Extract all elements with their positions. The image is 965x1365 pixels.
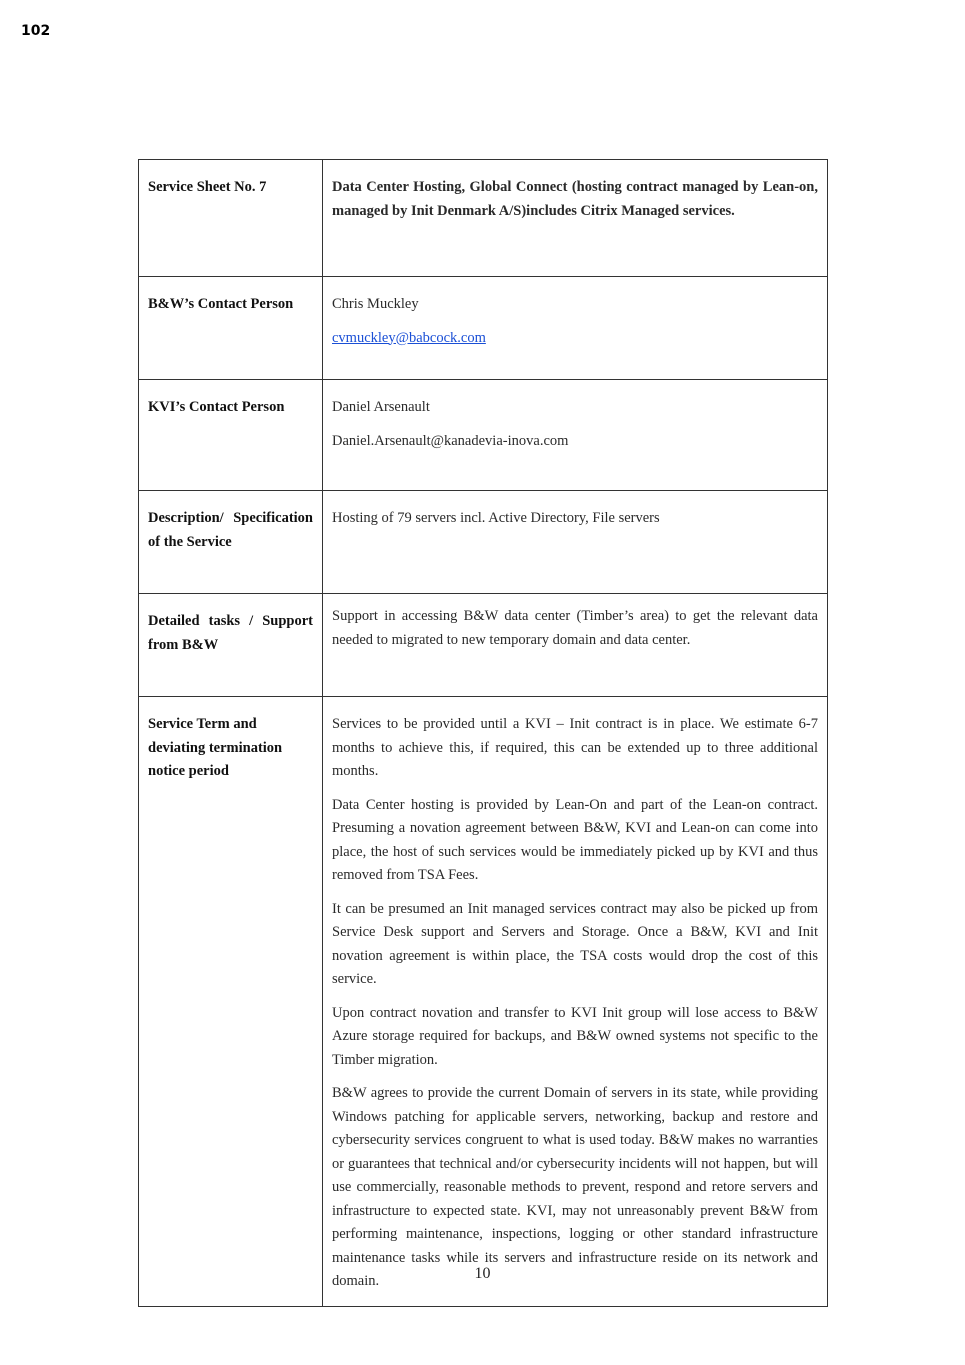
detailed-tasks-cell bbox=[323, 594, 828, 697]
service-term-cell bbox=[323, 697, 828, 1307]
service-title-text: Data Center Hosting, Global Connect (hosting contract managed by Lean-on, managed by Init Denmark A/S)includes Citrix Managed services. bbox=[332, 179, 818, 219]
description-cell bbox=[323, 491, 828, 594]
row-label: B&W’s Contact Person bbox=[139, 277, 323, 380]
detailed-tasks-text: Support in accessing B&W data center (Timber’s area) to get the relevant data needed to migrated to new temporary domain and data center. bbox=[332, 608, 818, 648]
row-label: Description/ Specification of the Service bbox=[139, 491, 323, 594]
page-number: 10 bbox=[474, 1265, 491, 1282]
row-label: Service Term and deviating termination notice period bbox=[139, 697, 323, 1307]
row-label: KVI’s Contact Person bbox=[139, 380, 323, 491]
description-text: Hosting of 79 servers incl. Active Directory, File servers bbox=[332, 510, 660, 526]
row-label: Service Sheet No. 7 bbox=[139, 160, 323, 277]
service-title bbox=[323, 160, 828, 277]
kvi-contact-cell bbox=[323, 380, 828, 491]
table-row bbox=[139, 277, 828, 380]
bw-contact-cell bbox=[323, 277, 828, 380]
table-row bbox=[139, 491, 828, 594]
term-paragraph: Services to be provided until a KVI – Init contract is in place. We estimate 6-7 months to achieve this, if required, this can be extended up to three additional months. bbox=[332, 716, 818, 779]
page-marker: 102 bbox=[21, 23, 51, 39]
bw-contact-email-link[interactable]: cvmuckley@babcock.com bbox=[332, 329, 486, 346]
bw-contact-name: Chris Muckley bbox=[332, 296, 419, 312]
table-row bbox=[139, 380, 828, 491]
term-paragraph: It can be presumed an Init managed services contract may also be picked up from Service Desk support and Servers and Storage. Once a B&W, KVI and Init novation agreement is within place, the TSA costs would drop the cost of this service. bbox=[332, 900, 818, 987]
table-row bbox=[139, 697, 828, 1307]
term-paragraph: Upon contract novation and transfer to KVI Init group will lose access to B&W Azure storage required for backups, and B&W owned systems not specific to the Timber migration. bbox=[332, 1004, 818, 1068]
row-label: Detailed tasks / Support from B&W bbox=[139, 594, 323, 697]
table-row bbox=[139, 594, 828, 697]
term-paragraph: Data Center hosting is provided by Lean-On and part of the Lean-on contract. Presuming a novation agreement between B&W, KVI and Lean-on can come into place, the host of such services would be immediately picked up by KVI and thus removed from TSA Fees. bbox=[332, 796, 818, 883]
table-row bbox=[139, 160, 828, 277]
service-sheet-table bbox=[138, 159, 828, 1307]
kvi-contact-email: Daniel.Arsenault@kanadevia-inova.com bbox=[332, 432, 569, 449]
term-paragraph: B&W agrees to provide the current Domain of servers in its state, while providing Windows patching for applicable servers, networking, backup and restore and cybersecurity services congruent to what is used today. B&W makes no warranties or guarantees that technical and/or cybersecurity incidents will not happen, but will use commercially, reasonable methods to prevent, respond and retore servers and infrastructure to expected state. KVI, may not unreasonably prevent B&W from performing maintenance, inspections, logging or other standard infrastructure maintenance tasks while its servers and infrastructure reside on its network and domain. bbox=[332, 1085, 818, 1289]
kvi-contact-name: Daniel Arsenault bbox=[332, 399, 430, 415]
